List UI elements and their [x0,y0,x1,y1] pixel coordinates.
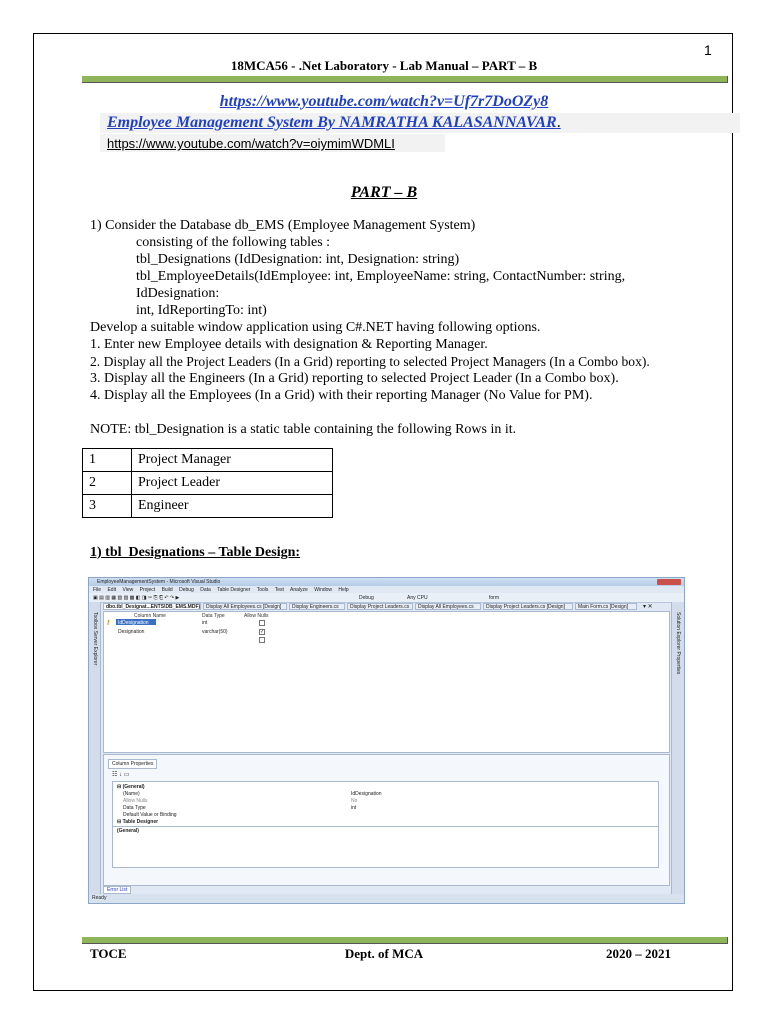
menu-tools[interactable]: Tools [256,587,269,593]
vs-left-toolwindows[interactable] [89,602,101,894]
footer-center: Dept. of MCA [344,946,424,961]
right-tools-label: Solution Explorer Properties [675,612,681,675]
ems-title-text[interactable]: Employee Management System By NAMRATHA KALASANNAVAR [107,114,557,131]
properties-grid [112,781,659,868]
section-number: 1) [90,545,102,560]
designation-name: Project Manager [132,449,333,472]
prop-label: ⊟ Table Designer [117,819,159,825]
grid-header-name: Column Name [134,613,166,619]
part-title: PART – B [350,184,418,201]
error-list-tab[interactable]: Error List [103,886,131,894]
vs-toolbar [89,593,684,603]
table-row [83,495,333,518]
tab-doc[interactable]: Display All Employees.cs [415,603,481,610]
tab-doc[interactable]: Main Form.cs [Design] [575,603,637,610]
prop-description: (General) [117,828,139,834]
status-text: Ready [92,895,107,901]
allow-nulls-checkbox[interactable]: ✓ [260,629,265,635]
note-text: NOTE: tbl_Designation is a static table containing the following Rows in it. [90,422,517,437]
menu-window[interactable]: Window [314,587,333,593]
grid-header-nulls: Allow Nulls [244,613,269,619]
prop-value[interactable]: No [351,798,358,804]
option-4: 4. Display all the Employees (In a Grid) with their reporting Manager (No Value for PM). [90,388,593,403]
grid-cell-name[interactable]: Designation [118,629,145,635]
menu-test[interactable]: Test [274,587,284,593]
section-heading [90,545,300,561]
menu-project[interactable]: Project [139,587,156,593]
option-1: 1. Enter new Employee details with designation & Reporting Manager. [90,337,488,352]
youtube-main-link[interactable]: https://www.youtube.com/watch?v=Uf7r7DoOZy8 [219,93,549,110]
menu-analyze[interactable]: Analyze [290,587,308,593]
menu-view[interactable]: View [122,587,134,593]
designation-name: Project Leader [132,472,333,495]
header-title: 18MCA56 - .Net Laboratory - Lab Manual – PART – B [230,58,538,73]
menu-table-designer[interactable]: Table Designer [217,587,251,593]
menu-debug[interactable]: Debug [179,587,194,593]
menu-edit[interactable]: Edit [107,587,117,593]
grid-cell-name[interactable]: IdDesignation [118,620,149,626]
grid-cell-type[interactable]: int [202,620,208,626]
platform-select[interactable]: Any CPU [407,595,428,601]
question-develop: Develop a suitable window application using C#.NET having following options. [90,320,541,335]
tab-table-design[interactable]: dbo.tbl_Designat...ENTS\DB_EMS.MDF) [103,603,201,610]
menu-data[interactable]: Data [200,587,211,593]
vs-tabstrip [103,603,663,610]
sort-icon[interactable]: ☷ ↓ ▭ [112,772,130,778]
allow-nulls-checkbox[interactable] [259,620,265,626]
tab-doc[interactable]: Display All Employees.cs [Design] [203,603,287,610]
prop-label: Default Value or Binding [123,812,177,818]
toolbar-icons[interactable]: ▣ ▤ ▥ ▦ ▧ ▨ ▩ ◧ ◨ ✂ ⎘ ⎗ ↶ ↷ ▶ [93,595,180,601]
vs-screenshot [88,577,685,904]
youtube-second-link[interactable]: https://www.youtube.com/watch?v=oiymimWDMLI [107,136,395,151]
menu-file[interactable]: File [93,587,102,593]
find-box[interactable]: form [489,595,499,601]
tab-doc[interactable]: Display Engineers.cs [289,603,345,610]
table-row [83,449,333,472]
window-controls[interactable] [657,579,681,585]
designation-id: 2 [83,472,132,495]
tab-doc[interactable]: Display Project Leaders.cs [347,603,413,610]
question-table2: tbl_EmployeeDetails(IdEmployee: int, EmployeeName: string, ContactNumber: string, [136,269,626,284]
question-table1: tbl_Designations (IdDesignation: int, Designation: string) [136,252,460,267]
prop-label: Allow Nulls [123,798,148,804]
vs-right-toolwindows[interactable] [671,602,684,894]
grid-header-type: Data Type [202,613,225,619]
question-intro: 1) Consider the Database db_EMS (Employee Management System) [90,218,476,233]
vs-statusbar [89,894,684,903]
designation-id: 3 [83,495,132,518]
table-row [83,472,333,495]
footer-right: 2020 – 2021 [606,946,671,961]
designation-table [82,448,333,518]
prop-label: Data Type [123,805,146,811]
tab-doc[interactable]: Display Project Leaders.cs [Design] [483,603,573,610]
config-select[interactable]: Debug [359,595,374,601]
footer-left: TOCE [90,946,127,961]
option-3: 3. Display all the Engineers (In a Grid) reporting to selected Project Leader (In a Combo box). [90,371,619,386]
primary-key-icon: ⚷ [106,620,111,626]
prop-label: ⊟ (General) [117,784,145,790]
option-2: 2. Display all the Project Leaders (In a Grid) reporting to selected Project Managers (In a Combo box). [90,354,650,369]
ems-title-period: . [556,114,561,131]
column-properties-tab[interactable]: Column Properties [108,759,157,769]
header-rule [82,76,728,83]
grid-cell-type[interactable]: varchar(50) [202,629,228,635]
prop-value[interactable]: int [351,805,357,811]
prop-label: (Name) [123,791,140,797]
footer-rule [82,937,728,944]
vs-window-title: EmployeeManagementSystem - Microsoft Visual Studio [97,579,221,585]
designation-id: 1 [83,449,132,472]
question-table2-cont2: int, IdReportingTo: int) [136,303,267,318]
close-icon[interactable]: ▾ ✕ [643,604,653,610]
menu-help[interactable]: Help [338,587,349,593]
page-number: 1 [704,42,712,58]
menu-build[interactable]: Build [161,587,173,593]
question-consisting: consisting of the following tables : [136,235,331,250]
left-tools-label: Toolbox Server Explorer [92,612,98,666]
table-design-grid [103,611,670,753]
allow-nulls-checkbox[interactable] [259,637,265,643]
designation-name: Engineer [132,495,333,518]
section-title: tbl_Designations – Table Design: [105,545,301,560]
vs-titlebar [89,578,684,586]
question-table2-cont1: IdDesignation: [136,286,220,301]
ems-title-link[interactable] [107,114,561,132]
column-properties-panel [103,754,670,886]
prop-value[interactable]: IdDesignation [351,791,382,797]
